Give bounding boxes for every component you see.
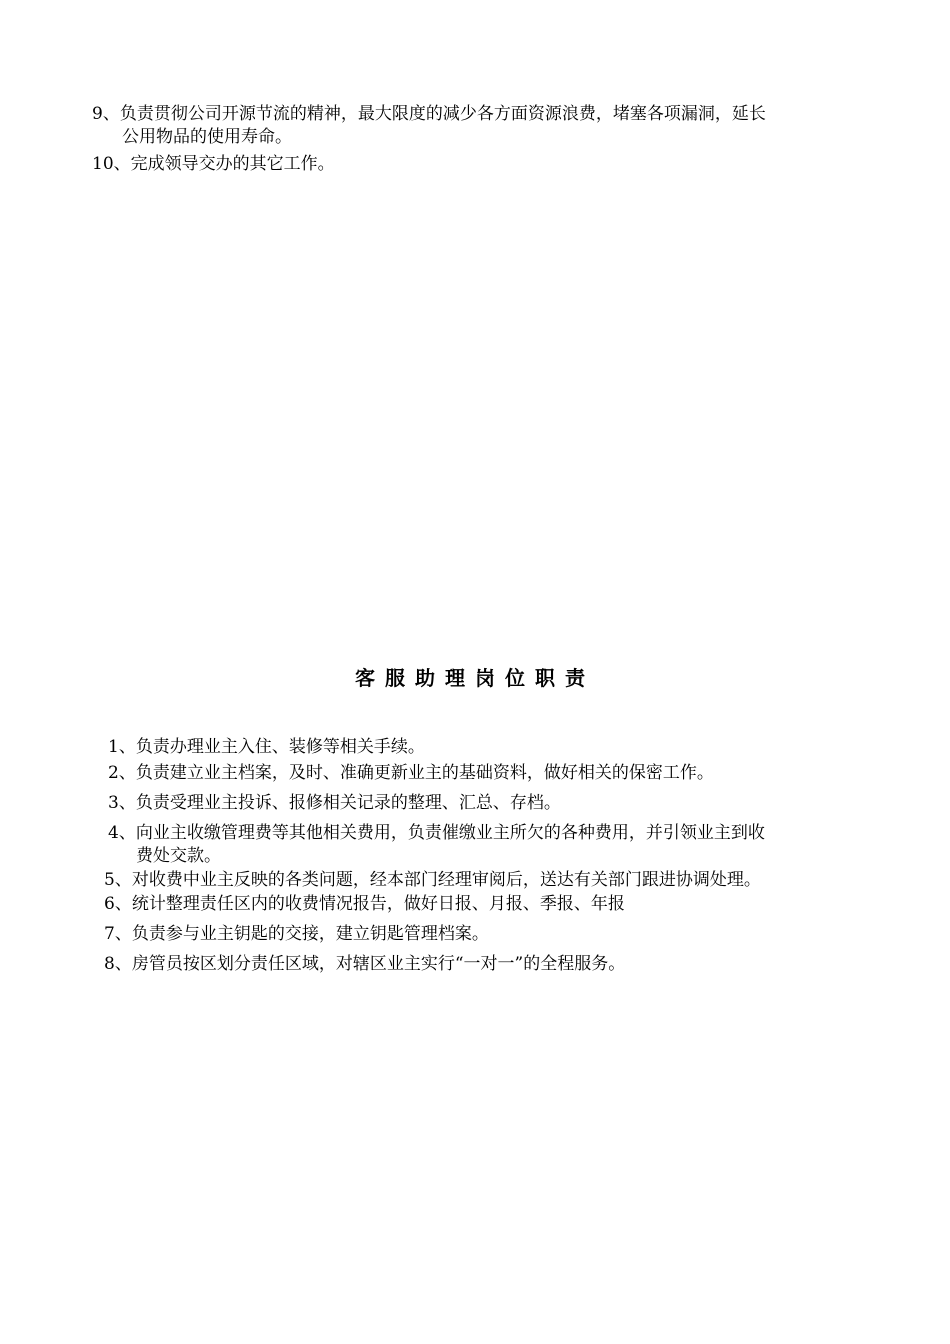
item-9-line-1: 9、负责贯彻公司开源节流的精神，最大限度的减少各方面资源浪费，堵塞各项漏洞，延长 [92, 104, 766, 124]
duty-item-3: 3、负责受理业主投诉、报修相关记录的整理、汇总、存档。 [108, 793, 561, 813]
duty-item-2: 2、负责建立业主档案，及时、准确更新业主的基础资料，做好相关的保密工作。 [108, 763, 714, 783]
duty-item-4-line-2: 费处交款。 [136, 846, 221, 866]
duty-item-8: 8、房管员按区划分责任区域，对辖区业主实行“一对一”的全程服务。 [104, 954, 626, 974]
duty-item-6: 6、统计整理责任区内的收费情况报告，做好日报、月报、季报、年报 [104, 894, 625, 914]
section-title: 客服助理岗位职责 [355, 666, 595, 690]
duty-item-4-line-1: 4、向业主收缴管理费等其他相关费用，负责催缴业主所欠的各种费用，并引领业主到收 [108, 823, 765, 843]
item-9-line-2: 公用物品的使用寿命。 [122, 127, 292, 147]
item-10: 10、完成领导交办的其它工作。 [92, 154, 335, 174]
duty-item-7: 7、负责参与业主钥匙的交接，建立钥匙管理档案。 [104, 924, 489, 944]
duty-item-1: 1、负责办理业主入住、装修等相关手续。 [108, 737, 425, 757]
duty-item-5: 5、对收费中业主反映的各类问题，经本部门经理审阅后，送达有关部门跟进协调处理。 [104, 870, 761, 890]
